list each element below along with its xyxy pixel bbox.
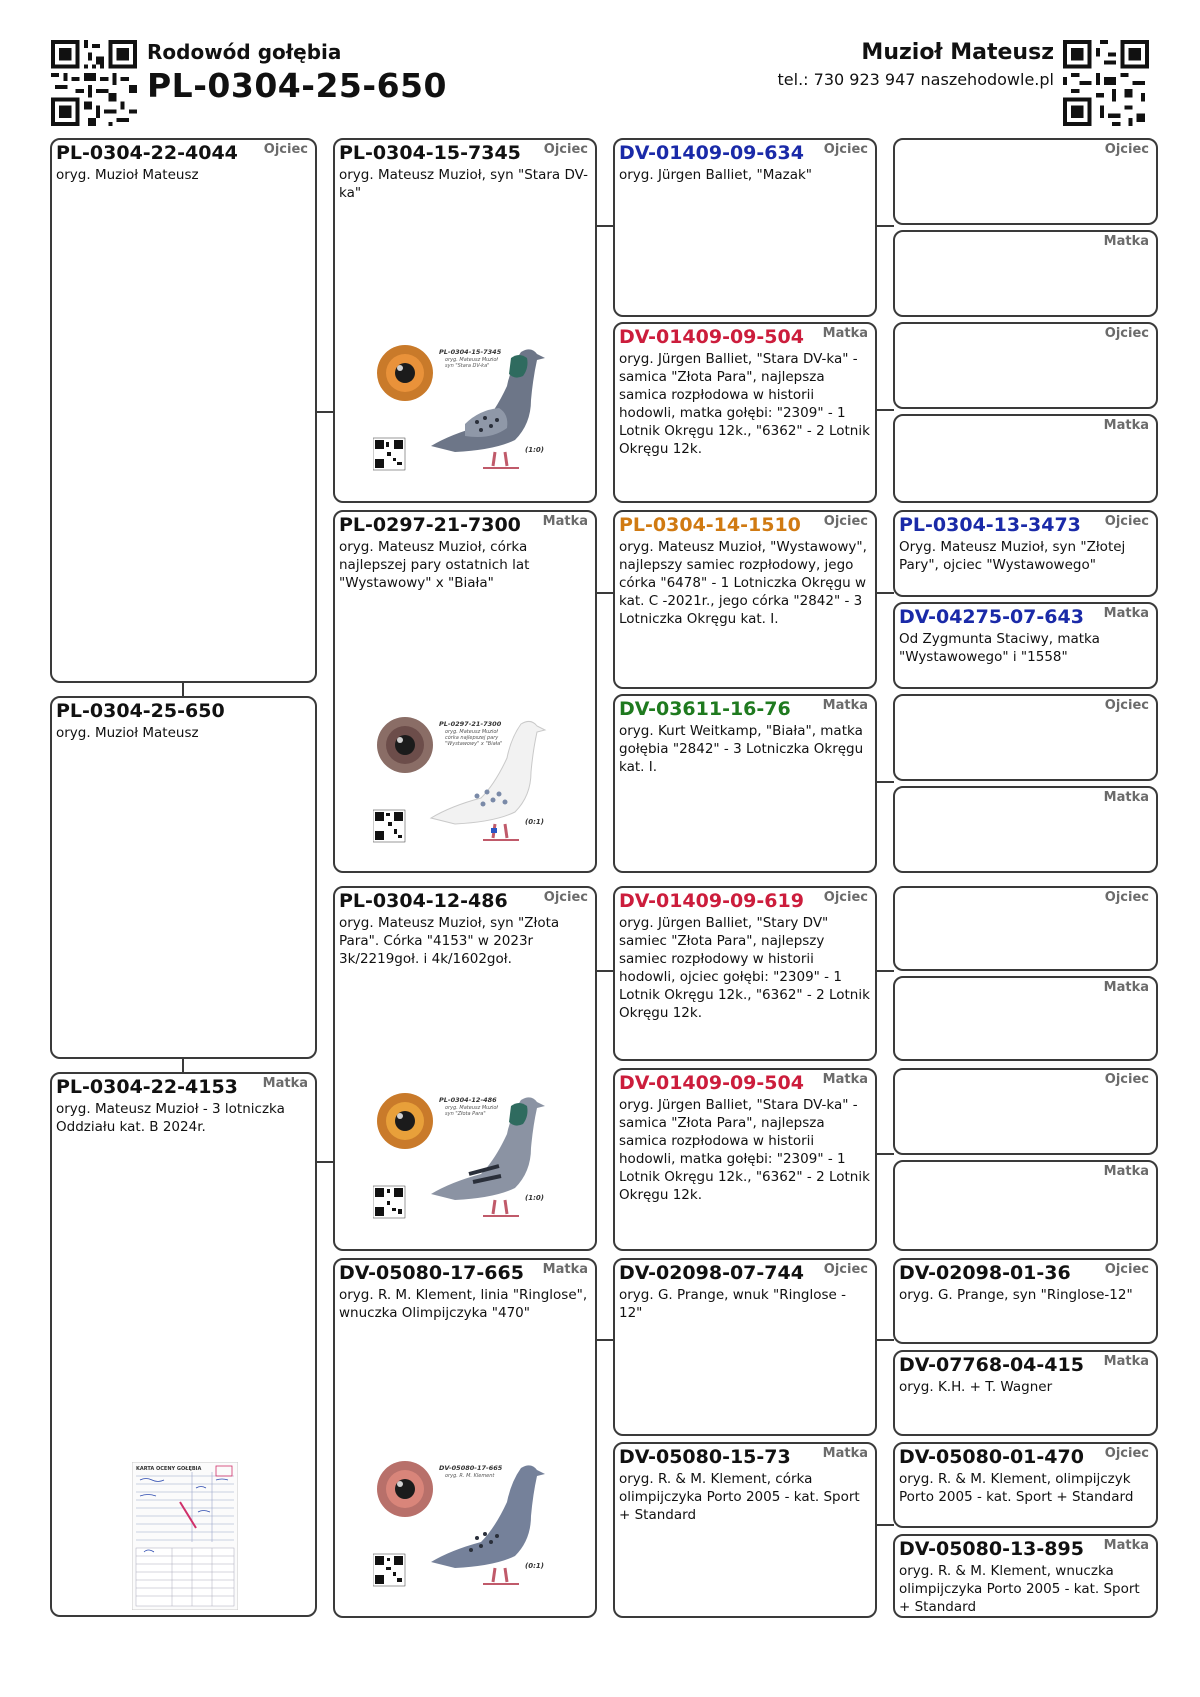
pigeon-card-gen3[interactable] bbox=[613, 1258, 877, 1436]
role-label: Matka bbox=[1103, 1164, 1149, 1179]
connector bbox=[876, 592, 894, 594]
pigeon-photo bbox=[373, 712, 561, 852]
pigeon-card-gen3[interactable] bbox=[613, 1068, 877, 1251]
pigeon-description: Oryg. Mateusz Muzioł, syn "Złotej Pary", ojciec "Wystawowego" bbox=[899, 539, 1126, 573]
pigeon-description: oryg. R. & M. Klement, wnuczka olimpijczyka Porto 2005 - kat. Sport + Standard bbox=[899, 1563, 1140, 1615]
pigeon-card-gen4[interactable] bbox=[893, 1068, 1158, 1155]
role-label: Matka bbox=[542, 514, 588, 529]
pigeon-card-gen4[interactable] bbox=[893, 976, 1158, 1061]
pigeon-card-father[interactable] bbox=[50, 138, 317, 683]
pigeon-card-gen4[interactable] bbox=[893, 1350, 1158, 1436]
pigeon-description: oryg. Mateusz Muzioł, "Wystawowy", najlepszy samiec rozpłodowy, jego córka "6478" - 1 Lotniczka Okręgu w kat. C -2021r., jego córka "2842" - 3 Lotniczka Okręgu kat. I. bbox=[619, 539, 867, 627]
role-label: Matka bbox=[262, 1076, 308, 1091]
pigeon-card-gen4[interactable] bbox=[893, 1442, 1158, 1528]
role-label: Ojciec bbox=[543, 890, 588, 905]
pigeon-card-gen4[interactable] bbox=[893, 786, 1158, 873]
role-label: Ojciec bbox=[1104, 1262, 1149, 1277]
pigeon-card-gen2[interactable] bbox=[333, 138, 597, 503]
ring-number: DV-01409-09-504 bbox=[619, 326, 804, 348]
ring-number: DV-05080-15-73 bbox=[619, 1446, 791, 1468]
connector bbox=[876, 1524, 894, 1526]
evaluation-card-image bbox=[132, 1462, 238, 1610]
pigeon-description: oryg. Mateusz Muzioł, córka najlepszej pary ostatnich lat "Wystawowy" x "Biała" bbox=[339, 539, 530, 591]
ring-number: DV-02098-07-744 bbox=[619, 1262, 804, 1284]
pigeon-card-gen3[interactable] bbox=[613, 510, 877, 689]
photo-line: "Wystawowy" x "Biała" bbox=[445, 741, 503, 747]
role-label: Matka bbox=[822, 326, 868, 341]
role-label: Matka bbox=[822, 1446, 868, 1461]
ring-number: PL-0304-12-486 bbox=[339, 890, 508, 912]
role-label: Ojciec bbox=[1104, 326, 1149, 341]
role-label: Ojciec bbox=[1104, 142, 1149, 157]
connector bbox=[316, 411, 334, 413]
pigeon-description: oryg. R. M. Klement, linia "Ringlose", wnuczka Olimpijczyka "470" bbox=[339, 1287, 588, 1321]
ring-number: PL-0304-25-650 bbox=[56, 700, 225, 722]
pigeon-description: oryg. Mateusz Muzioł, syn "Stara DV-ka" bbox=[339, 167, 588, 201]
pedigree-ring-number: PL-0304-25-650 bbox=[147, 66, 447, 105]
connector bbox=[316, 1161, 334, 1163]
pigeon-card-gen4[interactable] bbox=[893, 510, 1158, 597]
connector bbox=[876, 781, 894, 783]
connector bbox=[876, 970, 894, 972]
connector bbox=[596, 225, 614, 227]
pigeon-card-gen4[interactable] bbox=[893, 694, 1158, 781]
role-label: Ojciec bbox=[1104, 1072, 1149, 1087]
pigeon-card-gen4[interactable] bbox=[893, 602, 1158, 689]
pigeon-description: Od Zygmunta Staciwy, matka "Wystawowego" i "1558" bbox=[899, 631, 1100, 665]
role-label: Ojciec bbox=[1104, 1446, 1149, 1461]
ring-number: PL-0304-15-7345 bbox=[339, 142, 521, 164]
pigeon-description: oryg. Kurt Weitkamp, "Biała", matka gołębia "2842" - 3 Lotniczka Okręgu kat. I. bbox=[619, 723, 864, 775]
role-label: Matka bbox=[1103, 606, 1149, 621]
pigeon-description: oryg. R. & M. Klement, olimpijczyk Porto 2005 - kat. Sport + Standard bbox=[899, 1471, 1134, 1505]
role-label: Ojciec bbox=[543, 142, 588, 157]
photo-ring: PL-0304-15-7345 bbox=[439, 348, 502, 356]
connector bbox=[876, 225, 894, 227]
photo-line: córka najlepszej pary bbox=[445, 735, 499, 741]
connector bbox=[876, 409, 894, 411]
pigeon-card-gen4[interactable] bbox=[893, 230, 1158, 317]
ring-number: DV-01409-09-634 bbox=[619, 142, 804, 164]
pigeon-card-mother[interactable] bbox=[50, 1072, 317, 1617]
photo-ring: PL-0304-12-486 bbox=[439, 1096, 497, 1104]
photo-line: oryg. Mateusz Muzioł bbox=[445, 1105, 498, 1111]
role-label: Matka bbox=[1103, 234, 1149, 249]
ring-number: PL-0304-22-4044 bbox=[56, 142, 238, 164]
photo-line: oryg. Mateusz Muzioł bbox=[445, 357, 498, 363]
owner-name: Muzioł Mateusz bbox=[861, 40, 1054, 65]
pigeon-card-gen4[interactable] bbox=[893, 1534, 1158, 1618]
qr-code-left bbox=[51, 40, 137, 126]
qr-code-right bbox=[1063, 40, 1149, 126]
pigeon-description: oryg. Mateusz Muzioł - 3 lotniczka Oddziału kat. B 2024r. bbox=[56, 1101, 285, 1135]
photo-ring: DV-05080-17-665 bbox=[439, 1464, 503, 1472]
photo-score: (0:1) bbox=[525, 818, 544, 826]
photo-line: oryg. Mateusz Muzioł bbox=[445, 729, 498, 735]
pigeon-description: oryg. K.H. + T. Wagner bbox=[899, 1379, 1053, 1395]
role-label: Matka bbox=[1103, 1538, 1149, 1553]
role-label: Matka bbox=[1103, 980, 1149, 995]
role-label: Matka bbox=[1103, 418, 1149, 433]
ring-number: DV-01409-09-619 bbox=[619, 890, 804, 912]
pigeon-description: oryg. Muzioł Mateusz bbox=[56, 725, 199, 741]
pigeon-card-gen3[interactable] bbox=[613, 694, 877, 873]
pigeon-description: oryg. Mateusz Muzioł, syn "Złota Para". Córka "4153" w 2023r 3k/2219goł. i 4k/1602goł. bbox=[339, 915, 560, 967]
connector bbox=[876, 1153, 894, 1155]
pigeon-card-subject[interactable] bbox=[50, 696, 317, 1059]
ring-number: DV-07768-04-415 bbox=[899, 1354, 1084, 1376]
pigeon-description: oryg. Jürgen Balliet, "Stary DV" samiec "Złota Para", najlepszy samiec rozpłodowy w historii hodowli, ojciec gołębi: "2309" - 1 Lotnik Okręgu 12k., "6362" - 2 Lotnik Okręgu 12k. bbox=[619, 915, 870, 1021]
pigeon-card-gen4[interactable] bbox=[893, 414, 1158, 503]
ring-number: PL-0304-22-4153 bbox=[56, 1076, 238, 1098]
photo-ring: PL-0297-21-7300 bbox=[439, 720, 502, 728]
pigeon-photo bbox=[373, 340, 561, 480]
role-label: Matka bbox=[822, 698, 868, 713]
pigeon-card-gen3[interactable] bbox=[613, 322, 877, 503]
pigeon-card-gen2[interactable] bbox=[333, 510, 597, 873]
pigeon-card-gen4[interactable] bbox=[893, 322, 1158, 409]
photo-score: (1:0) bbox=[525, 446, 544, 454]
pigeon-card-gen4[interactable] bbox=[893, 138, 1158, 225]
photo-line: oryg. R. M. Klement bbox=[445, 1473, 495, 1479]
photo-score: (0:1) bbox=[525, 1562, 544, 1570]
pigeon-description: oryg. Jürgen Balliet, "Stara DV-ka" - samica "Złota Para", najlepsza samica rozpłodowa w historii hodowli, matka gołębi: "2309" - 1 Lotnik Okręgu 12k., "6362" - 2 Lotnik Okręgu 12k. bbox=[619, 1097, 870, 1203]
connector bbox=[596, 592, 614, 594]
photo-score: (1:0) bbox=[525, 1194, 544, 1202]
ring-number: DV-02098-01-36 bbox=[899, 1262, 1071, 1284]
connector bbox=[182, 1058, 184, 1072]
ring-number: DV-03611-16-76 bbox=[619, 698, 791, 720]
pigeon-card-gen4[interactable] bbox=[893, 1258, 1158, 1344]
pigeon-card-gen3[interactable] bbox=[613, 1442, 877, 1618]
ring-number: DV-05080-01-470 bbox=[899, 1446, 1084, 1468]
pigeon-description: oryg. Jürgen Balliet, "Stara DV-ka" - samica "Złota Para", najlepsza samica rozpłodowa w historii hodowli, matka gołębi: "2309" - 1 Lotnik Okręgu 12k., "6362" - 2 Lotnik Okręgu 12k. bbox=[619, 351, 870, 457]
photo-line: syn "Stara DV-ka" bbox=[445, 363, 490, 369]
role-label: Ojciec bbox=[1104, 514, 1149, 529]
document-subtitle: Rodowód gołębia bbox=[147, 40, 342, 64]
role-label: Ojciec bbox=[823, 1262, 868, 1277]
pigeon-card-gen2[interactable] bbox=[333, 1258, 597, 1618]
pigeon-card-gen3[interactable] bbox=[613, 886, 877, 1061]
ring-number: DV-05080-17-665 bbox=[339, 1262, 524, 1284]
role-label: Ojciec bbox=[263, 142, 308, 157]
ring-number: DV-04275-07-643 bbox=[899, 606, 1084, 628]
pigeon-description: oryg. Muzioł Mateusz bbox=[56, 167, 199, 183]
ring-number: PL-0304-13-3473 bbox=[899, 514, 1081, 536]
role-label: Matka bbox=[1103, 790, 1149, 805]
role-label: Ojciec bbox=[1104, 698, 1149, 713]
ring-number: PL-0297-21-7300 bbox=[339, 514, 521, 536]
pigeon-description: oryg. Jürgen Balliet, "Mazak" bbox=[619, 167, 813, 183]
pigeon-photo bbox=[373, 1456, 561, 1596]
connector bbox=[596, 1339, 614, 1341]
role-label: Matka bbox=[822, 1072, 868, 1087]
role-label: Ojciec bbox=[823, 890, 868, 905]
ring-number: DV-01409-09-504 bbox=[619, 1072, 804, 1094]
role-label: Ojciec bbox=[823, 142, 868, 157]
pigeon-photo bbox=[373, 1088, 561, 1228]
pigeon-description: oryg. G. Prange, syn "Ringlose-12" bbox=[899, 1287, 1133, 1303]
ring-number: PL-0304-14-1510 bbox=[619, 514, 801, 536]
owner-contact: tel.: 730 923 947 naszehodowle.pl bbox=[777, 70, 1054, 89]
role-label: Ojciec bbox=[1104, 890, 1149, 905]
connector bbox=[876, 1339, 894, 1341]
pigeon-card-gen4[interactable] bbox=[893, 886, 1158, 971]
pigeon-card-gen2[interactable] bbox=[333, 886, 597, 1251]
connector bbox=[596, 970, 614, 972]
connector bbox=[182, 682, 184, 696]
pigeon-card-gen3[interactable] bbox=[613, 138, 877, 317]
ring-number: DV-05080-13-895 bbox=[899, 1538, 1084, 1560]
pigeon-card-gen4[interactable] bbox=[893, 1160, 1158, 1251]
role-label: Matka bbox=[542, 1262, 588, 1277]
pigeon-description: oryg. R. & M. Klement, córka olimpijczyka Porto 2005 - kat. Sport + Standard bbox=[619, 1471, 860, 1523]
role-label: Matka bbox=[1103, 1354, 1149, 1369]
card-title: KARTA OCENY GOŁĘBIA bbox=[136, 1466, 202, 1472]
role-label: Ojciec bbox=[823, 514, 868, 529]
pigeon-description: oryg. G. Prange, wnuk "Ringlose - 12" bbox=[619, 1287, 846, 1321]
photo-line: syn "Złota Para" bbox=[445, 1111, 486, 1117]
